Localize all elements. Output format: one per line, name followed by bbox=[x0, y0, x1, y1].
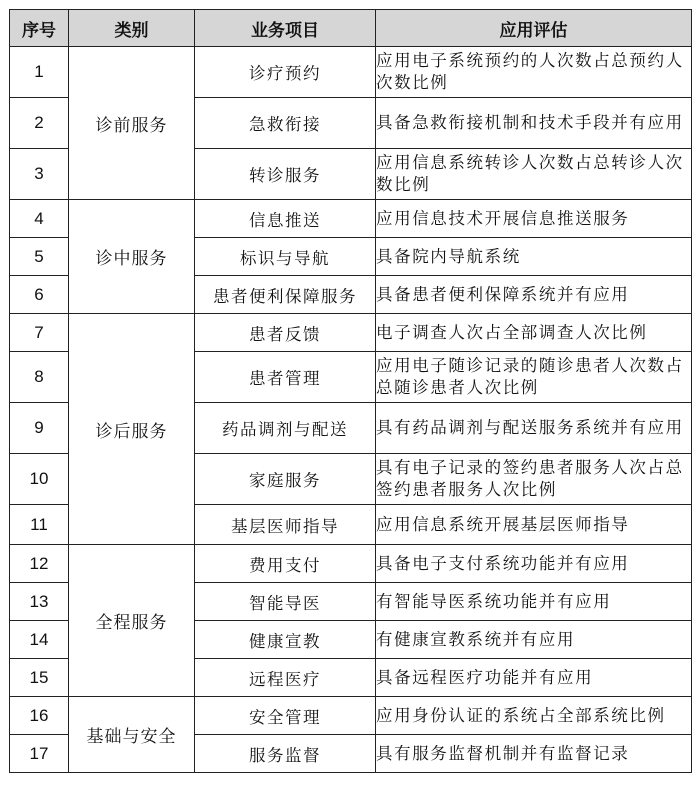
evaluation-text: 应用信息系统开展基层医师指导 bbox=[376, 505, 692, 545]
evaluation-text: 应用电子随诊记录的随诊患者人次数占总随诊患者人次比例 bbox=[376, 352, 692, 403]
category-cell: 诊后服务 bbox=[69, 314, 195, 545]
business-item: 安全管理 bbox=[195, 697, 376, 735]
business-item: 转诊服务 bbox=[195, 149, 376, 200]
table-row bbox=[10, 47, 692, 98]
row-number: 5 bbox=[10, 238, 69, 276]
evaluation-text: 应用信息系统转诊人次数占总转诊人次数比例 bbox=[376, 149, 692, 200]
business-item: 患者反馈 bbox=[195, 314, 376, 352]
business-item: 信息推送 bbox=[195, 200, 376, 238]
header-business-item: 业务项目 bbox=[195, 10, 376, 47]
evaluation-text: 具备急救衔接机制和技术手段并有应用 bbox=[376, 98, 692, 149]
evaluation-text: 应用电子系统预约的人次数占总预约人次数比例 bbox=[376, 47, 692, 98]
table-row bbox=[10, 697, 692, 735]
business-item: 家庭服务 bbox=[195, 454, 376, 505]
row-number: 16 bbox=[10, 697, 69, 735]
business-item: 健康宣教 bbox=[195, 621, 376, 659]
row-number: 8 bbox=[10, 352, 69, 403]
category-cell: 诊中服务 bbox=[69, 200, 195, 314]
row-number: 10 bbox=[10, 454, 69, 505]
table-header-row bbox=[10, 10, 692, 47]
business-item: 标识与导航 bbox=[195, 238, 376, 276]
business-item: 费用支付 bbox=[195, 545, 376, 583]
table-row bbox=[10, 545, 692, 583]
business-item: 患者便利保障服务 bbox=[195, 276, 376, 314]
table-row bbox=[10, 200, 692, 238]
header-category: 类别 bbox=[69, 10, 195, 47]
evaluation-text: 具备电子支付系统功能并有应用 bbox=[376, 545, 692, 583]
row-number: 3 bbox=[10, 149, 69, 200]
table-row bbox=[10, 314, 692, 352]
business-item: 药品调剂与配送 bbox=[195, 403, 376, 454]
business-item: 基层医师指导 bbox=[195, 505, 376, 545]
evaluation-text: 具有服务监督机制并有监督记录 bbox=[376, 735, 692, 773]
business-item: 患者管理 bbox=[195, 352, 376, 403]
evaluation-text: 应用信息技术开展信息推送服务 bbox=[376, 200, 692, 238]
row-number: 14 bbox=[10, 621, 69, 659]
evaluation-text: 有健康宣教系统并有应用 bbox=[376, 621, 692, 659]
category-cell: 全程服务 bbox=[69, 545, 195, 697]
row-number: 1 bbox=[10, 47, 69, 98]
row-number: 2 bbox=[10, 98, 69, 149]
business-item: 急救衔接 bbox=[195, 98, 376, 149]
row-number: 11 bbox=[10, 505, 69, 545]
row-number: 9 bbox=[10, 403, 69, 454]
service-evaluation-table bbox=[9, 9, 692, 773]
row-number: 7 bbox=[10, 314, 69, 352]
evaluation-text: 应用身份认证的系统占全部系统比例 bbox=[376, 697, 692, 735]
evaluation-text: 电子调查人次占全部调查人次比例 bbox=[376, 314, 692, 352]
evaluation-text: 具备患者便利保障系统并有应用 bbox=[376, 276, 692, 314]
evaluation-text: 具备远程医疗功能并有应用 bbox=[376, 659, 692, 697]
row-number: 15 bbox=[10, 659, 69, 697]
evaluation-text: 具有药品调剂与配送服务系统并有应用 bbox=[376, 403, 692, 454]
row-number: 4 bbox=[10, 200, 69, 238]
business-item: 远程医疗 bbox=[195, 659, 376, 697]
category-cell: 诊前服务 bbox=[69, 47, 195, 200]
evaluation-text: 具有电子记录的签约患者服务人次占总签约患者服务人次比例 bbox=[376, 454, 692, 505]
row-number: 13 bbox=[10, 583, 69, 621]
evaluation-text: 具备院内导航系统 bbox=[376, 238, 692, 276]
category-cell: 基础与安全 bbox=[69, 697, 195, 773]
header-index: 序号 bbox=[10, 10, 69, 47]
business-item: 智能导医 bbox=[195, 583, 376, 621]
row-number: 6 bbox=[10, 276, 69, 314]
row-number: 12 bbox=[10, 545, 69, 583]
header-evaluation: 应用评估 bbox=[376, 10, 692, 47]
evaluation-text: 有智能导医系统功能并有应用 bbox=[376, 583, 692, 621]
row-number: 17 bbox=[10, 735, 69, 773]
business-item: 诊疗预约 bbox=[195, 47, 376, 98]
business-item: 服务监督 bbox=[195, 735, 376, 773]
